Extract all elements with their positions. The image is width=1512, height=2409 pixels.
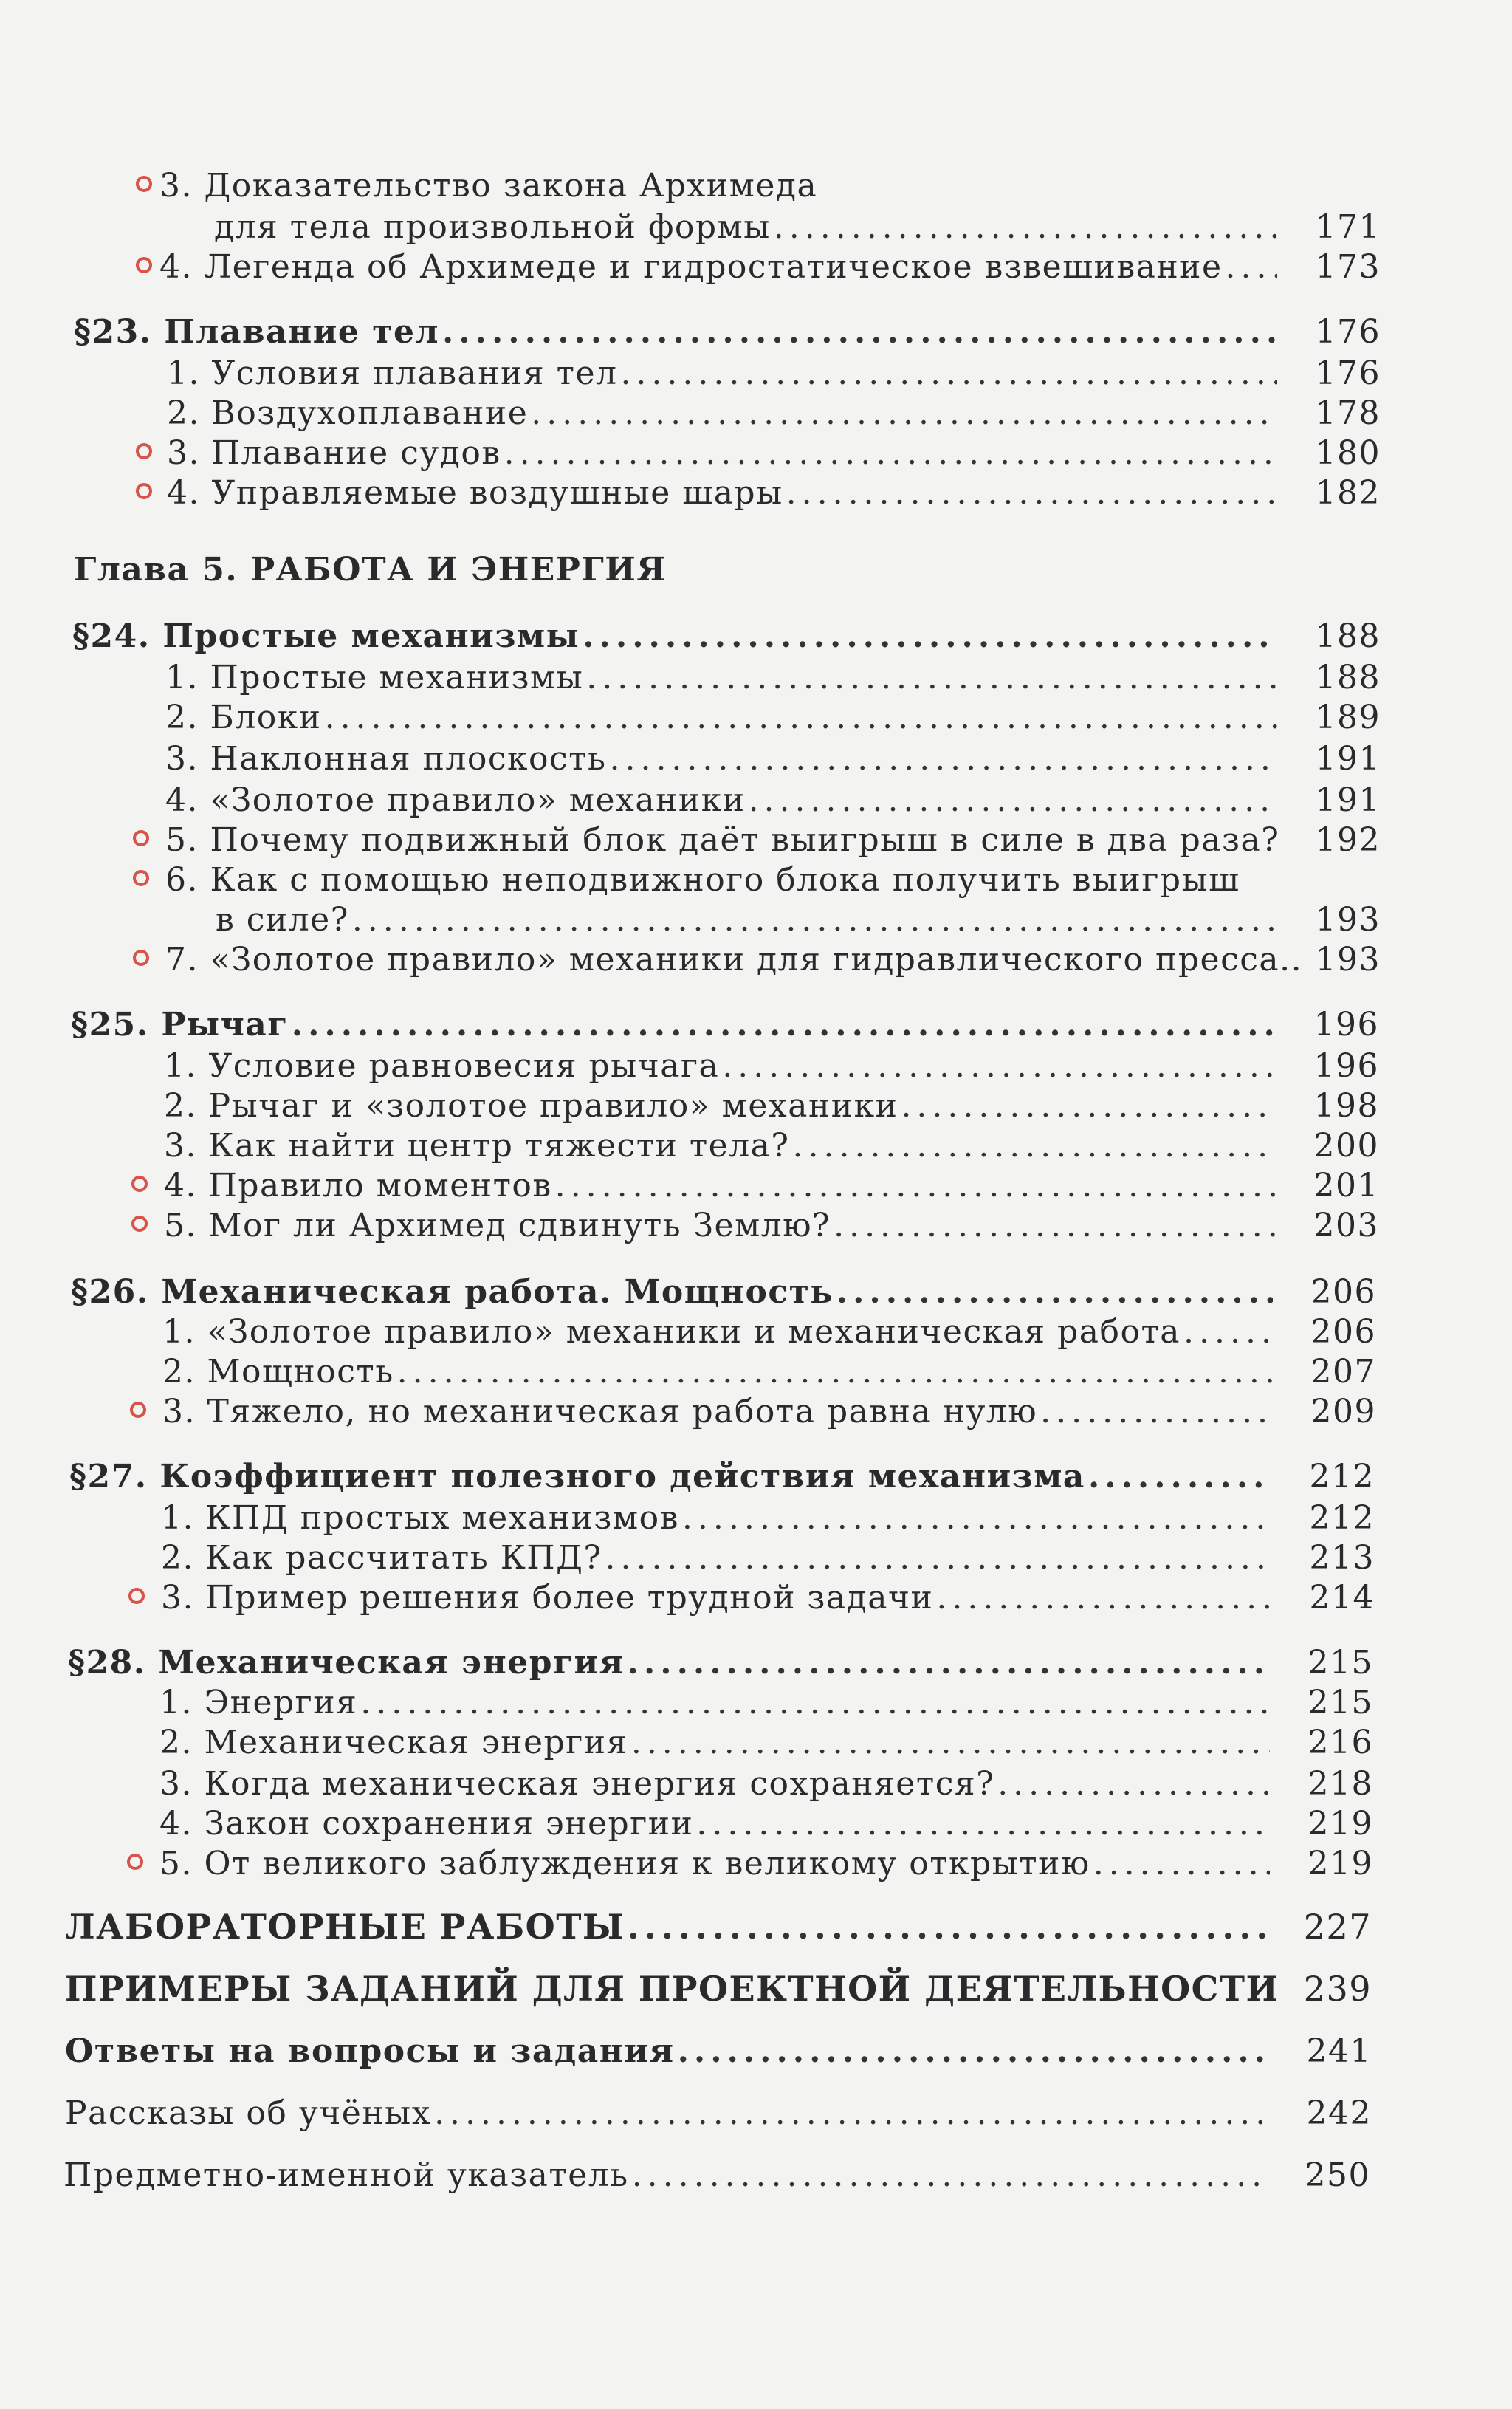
toc-entry [165,740,1381,781]
toc-entry-title: в силе? [216,901,349,939]
page-number: 218 [1307,1765,1373,1803]
section-entry [68,1644,1373,1685]
page-number: 193 [1315,941,1381,979]
page-number: 216 [1307,1724,1373,1761]
page-number: 214 [1309,1579,1375,1617]
optional-marker-icon [127,1854,143,1870]
section-entry [71,1273,1376,1315]
dot-leader [834,1207,1276,1244]
toc-entry [165,699,1381,740]
dot-leader [793,1127,1276,1165]
page-number: 196 [1313,1006,1379,1044]
toc-entry-title: 4. Закон сохранения энергии [159,1805,694,1843]
page-number: 201 [1313,1167,1379,1204]
backmatter-entry [65,2094,1372,2136]
dot-leader [609,740,1277,778]
toc-entry-title: 5. От великого заблуждения к великому открытию [159,1845,1090,1882]
dot-leader [628,1644,1270,1682]
optional-marker-icon [128,1588,145,1604]
section-entry [69,1458,1375,1499]
optional-marker-icon [133,950,149,966]
backmatter-entry [63,2156,1370,2198]
section-title: §25. Рычаг [71,1006,289,1044]
dot-leader [997,1765,1270,1803]
dot-leader [682,1499,1271,1537]
toc-entry [159,1765,1373,1806]
toc-entry [214,208,1381,250]
section-entry [74,313,1381,354]
page-number: 196 [1313,1047,1379,1085]
toc-entry [164,1127,1379,1168]
backmatter-entry [65,2032,1372,2074]
dot-leader [749,781,1277,819]
optional-marker-icon [136,483,152,499]
toc-entry [161,1539,1375,1580]
dot-leader [632,2156,1267,2194]
toc-entry-title: 4. Управляемые воздушные шары [167,474,783,512]
toc-entry-title: 2. Блоки [165,699,322,736]
page-number: 206 [1310,1313,1376,1351]
section-title: §26. Механическая работа. Мощность [71,1273,834,1311]
toc-entry [165,781,1381,823]
dot-leader [352,901,1277,939]
dot-leader [504,434,1277,472]
toc-entry-title: 2. Механическая энергия [159,1724,628,1761]
dot-leader [1040,1393,1273,1430]
optional-marker-icon [136,257,152,273]
page-number: 176 [1315,354,1381,392]
toc-entry [165,941,1381,982]
toc-entry-title: 4. Правило моментов [164,1167,552,1204]
dot-leader [1226,248,1277,286]
toc-entry [164,1047,1379,1089]
toc-entry-title: 5. Мог ли Архимед сдвинуть Землю? [164,1207,831,1244]
optional-marker-icon [133,830,149,846]
optional-marker-icon [131,1176,148,1192]
toc-entry-title: 6. Как с помощью неподвижного блока получить выигрыш [165,861,1240,899]
dot-leader [555,1167,1276,1204]
backmatter-entry [65,1907,1372,1948]
optional-marker-icon [130,1402,146,1418]
page-number: 242 [1306,2094,1372,2132]
dot-leader [586,659,1277,696]
page-number: 212 [1309,1458,1375,1495]
toc-entry [159,1845,1373,1886]
toc-entry [162,1393,1376,1434]
toc-entry-title: 3. Наклонная плоскость [165,740,607,778]
dot-leader [722,1047,1276,1085]
dot-leader [434,2094,1268,2132]
backmatter-title: Предметно-именной указатель [63,2156,629,2194]
toc-entry-title: 2. Рычаг и «золотое правило» механики [164,1087,898,1125]
page-number: 192 [1315,821,1381,859]
page-number: 198 [1313,1087,1379,1125]
toc-entry [161,1499,1375,1541]
section-entry [72,617,1381,659]
page-number: 189 [1315,699,1381,736]
toc-entry [161,1579,1375,1620]
toc-entry-title: 2. Воздухоплавание [167,394,529,432]
dot-leader [360,1684,1270,1721]
toc-entry-title: 4. Легенда об Архимеде и гидростатическое взвешивание [159,248,1223,286]
dot-leader [678,2032,1268,2070]
toc-entry-title: 3. Когда механическая энергия сохраняется? [159,1765,995,1803]
page-number: 188 [1315,659,1381,696]
dot-leader [325,699,1277,736]
toc-entry [167,474,1381,515]
toc-entry [159,1805,1373,1846]
section-entry [71,1006,1379,1047]
page-number: 193 [1315,901,1381,939]
dot-leader [620,354,1277,392]
toc-entry-title: 1. КПД простых механизмов [161,1499,679,1537]
toc-entry [159,1724,1373,1765]
backmatter-entry [65,1969,1372,2010]
toc-entry [164,1167,1379,1208]
toc-entry-title: 1. Простые механизмы [165,659,584,696]
dot-leader [631,1724,1270,1761]
optional-marker-icon [131,1216,148,1232]
page-number: 250 [1305,2156,1370,2194]
dot-leader [696,1805,1270,1843]
toc-entry [159,1684,1373,1725]
toc-entry-title: 2. Как рассчитать КПД? [161,1539,602,1577]
dot-leader [786,474,1277,512]
toc-entry [167,394,1381,436]
page-number: 215 [1307,1684,1373,1721]
toc-entry [162,1313,1376,1354]
page-number: 219 [1307,1805,1373,1843]
dot-leader [1093,1845,1270,1882]
backmatter-title: Рассказы об учёных [65,2094,432,2132]
toc-entry [165,659,1381,700]
page-number: 241 [1306,2032,1372,2070]
section-title: §27. Коэффициент полезного действия механизма [69,1458,1085,1495]
optional-marker-icon [136,176,152,192]
dot-leader [774,208,1277,246]
toc-entry [164,1207,1379,1248]
page-number: 178 [1315,394,1381,432]
page-number: 227 [1303,1907,1372,1947]
dot-leader [442,313,1277,351]
toc-entry [165,821,1381,863]
toc-entry [216,901,1381,942]
section-title: §23. Плавание тел [74,313,439,351]
page-number: 176 [1315,313,1381,351]
toc-entry-title: 1. Условия плавания тел [167,354,618,392]
optional-marker-icon [133,870,149,886]
page-number: 206 [1310,1273,1376,1311]
backmatter-title: ПРИМЕРЫ ЗАДАНИЙ ДЛЯ ПРОЕКТНОЙ ДЕЯТЕЛЬНОСТИ [65,1969,1279,2009]
toc-entry-title: 2. Мощность [162,1353,394,1391]
page-number: 180 [1315,434,1381,472]
toc-entry-title: 3. Тяжело, но механическая работа равна нулю [162,1393,1038,1430]
page-number: 207 [1310,1353,1376,1391]
toc-entry [167,434,1381,476]
toc-entry-title: 7. «Золотое правило» механики для гидравлического пресса.. [165,941,1303,979]
toc-entry-title: для тела произвольной формы [214,208,771,246]
toc-entry [159,248,1381,289]
toc-entry [162,1353,1376,1394]
toc-entry [167,354,1381,396]
toc-entry [164,1087,1379,1128]
dot-leader [836,1273,1273,1311]
dot-leader [628,1907,1268,1947]
dot-leader [292,1006,1276,1044]
toc-entry [159,167,1283,208]
dot-leader [901,1087,1276,1125]
chapter-heading: Глава 5. РАБОТА И ЭНЕРГИЯ [74,551,667,589]
page-number: 173 [1315,248,1381,286]
page-number: 219 [1307,1845,1373,1882]
page-number: 188 [1315,617,1381,655]
toc-entry-title: 1. Условие равновесия рычага [164,1047,720,1085]
toc-entry-title: 1. Энергия [159,1684,358,1721]
dot-leader [1088,1458,1271,1495]
toc-entry [165,861,1282,902]
dot-leader [583,617,1277,655]
page-number: 171 [1315,208,1381,246]
dot-leader [531,394,1277,432]
toc-entry-title: 3. Как найти центр тяжести тела? [164,1127,790,1165]
page-number: 182 [1315,474,1381,512]
toc-entry-title: 3. Пример решения более трудной задачи [161,1579,934,1617]
toc-entry-title: 3. Доказательство закона Архимеда [159,167,818,205]
page-number: 212 [1309,1499,1375,1537]
page-number: 209 [1310,1393,1376,1430]
page-number: 239 [1303,1969,1372,2009]
section-title: §24. Простые механизмы [72,617,580,655]
section-title: §28. Механическая энергия [68,1644,625,1682]
page-number: 191 [1315,740,1381,778]
page-number: 213 [1309,1539,1375,1577]
backmatter-title: ЛАБОРАТОРНЫЕ РАБОТЫ [65,1907,625,1947]
dot-leader [1183,1313,1273,1351]
toc-entry-title: 4. «Золотое правило» механики [165,781,746,819]
toc-entry-title: 1. «Золотое правило» механики и механическая работа [162,1313,1181,1351]
optional-marker-icon [136,443,152,459]
backmatter-title: Ответы на вопросы и задания [65,2032,675,2070]
dot-leader [605,1539,1271,1577]
page-number: 191 [1315,781,1381,819]
toc-entry-title: 3. Плавание судов [167,434,501,472]
page-number: 203 [1313,1207,1379,1244]
page-number: 215 [1307,1644,1373,1682]
dot-leader [397,1353,1273,1391]
dot-leader [936,1579,1271,1617]
toc-entry-title: 5. Почему подвижный блок даёт выигрыш в силе в два раза? [165,821,1280,859]
page-number: 200 [1313,1127,1379,1165]
